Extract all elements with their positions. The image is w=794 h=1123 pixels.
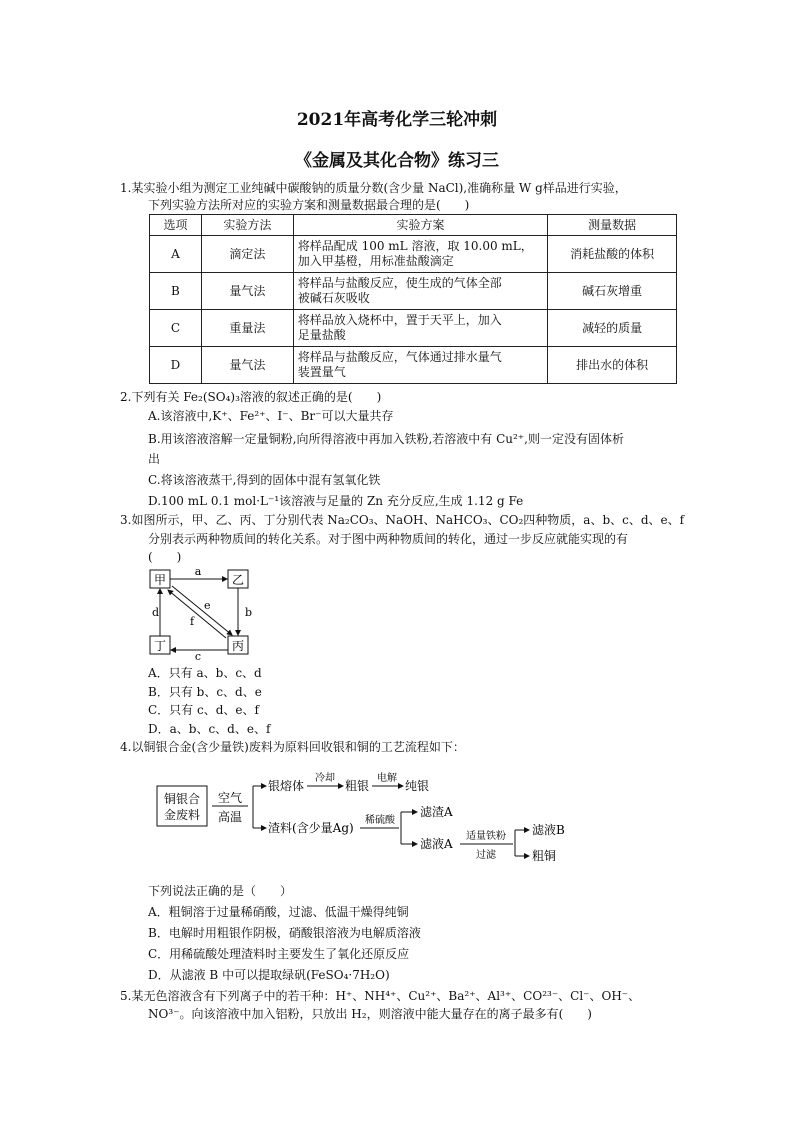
plan-line: 装置量气 (297, 365, 346, 379)
table-header-cell: 选项 (150, 215, 202, 236)
plan-line: 将样品与盐酸反应，使生成的气体全部 (297, 276, 502, 290)
table-cell-method: 量气法 (201, 273, 293, 310)
table-row (150, 273, 677, 310)
node-label: 滤液B (532, 823, 565, 837)
q4-option-d: D．从滤液 B 中可以提取绿矾(FeSO₄·7H₂O) (148, 968, 390, 982)
node-label: 滤渣A (420, 805, 453, 819)
table-cell-option: C (150, 310, 202, 347)
q2-option-a: A.该溶液中,K⁺、Fe²⁺、I⁻、Br⁻可以大量共存 (148, 409, 394, 423)
page-title: 2021年高考化学三轮冲刺 (296, 110, 498, 130)
condition-label: 空气 (217, 791, 243, 805)
q4-question: 下列说法正确的是（ ） (148, 884, 293, 898)
step-label: 电解 (377, 773, 397, 784)
q2-option-b-line2: 出 (148, 452, 161, 466)
table-cell-method: 重量法 (201, 310, 293, 347)
q4-option-a: A．粗铜溶于过量稀硝酸，过滤、低温干燥得纯铜 (148, 905, 409, 919)
plan-line: 将样品放入烧杯中，置于天平上，加入 (297, 313, 502, 327)
table-cell-option: A (150, 236, 202, 273)
q1-stem-line2: 下列实验方法所对应的实验方案和测量数据最合理的是( ) (148, 198, 470, 212)
plan-line: 足量盐酸 (297, 328, 346, 342)
q3-stem-line2: 分别表示两种物质间的转化关系。对于图中两种物质间的转化，通过一步反应就能实现的有 (148, 532, 629, 546)
edge-label: c (194, 650, 202, 662)
plan-line: 将样品与盐酸反应，气体通过排水量气 (297, 350, 502, 364)
node-label: 银熔体 (268, 779, 305, 793)
q3-option-b: B．只有 b、c、d、e (148, 685, 262, 699)
q1-stem-line1: 1.某实验小组为测定工业纯碱中碳酸钠的质量分数(含少量 NaCl),准确称量 W g样品进行实验， (120, 181, 627, 195)
table-cell-method: 滴定法 (201, 236, 293, 273)
table-header-row (150, 215, 677, 236)
q4-option-c: C．用稀硫酸处理渣料时主要发生了氧化还原反应 (148, 947, 410, 961)
table-row (150, 310, 677, 347)
step-label: 冷却 (315, 773, 335, 784)
condition-label: 高温 (217, 810, 243, 824)
source-label: 铜银合 (163, 792, 201, 806)
table-cell-plan (293, 236, 547, 273)
q5-stem-line1: 5.某无色溶液含有下列离子中的若干种：H⁺、NH⁴⁺、Cu²⁺、Ba²⁺、Al³⁺、CO²³⁻、Cl⁻、OH⁻、 (120, 989, 641, 1003)
q3-stem-line1: 3.如图所示，甲、乙、丙、丁分别代表 Na₂CO₃、NaOH、NaHCO₃、CO₂四种物质，a、b、c、d、e、f (120, 513, 685, 527)
q2-option-c: C.将该溶液蒸干,得到的固体中混有氢氧化铁 (148, 473, 381, 487)
q3-diagram (140, 562, 260, 662)
node-label: 粗银 (345, 779, 370, 793)
table-cell-plan (293, 347, 547, 384)
table-cell-method: 量气法 (201, 347, 293, 384)
plan-line: 被碱石灰吸收 (297, 291, 370, 305)
edge-label: a (194, 565, 202, 578)
step-label: 稀硫酸 (365, 815, 395, 826)
arrow-f (168, 590, 226, 638)
q3-option-c: C．只有 c、d、e、f (148, 703, 259, 717)
page-subtitle: 《金属及其化合物》练习三 (295, 151, 499, 171)
edge-label: e (204, 599, 211, 612)
table-cell-data: 排出水的体积 (548, 347, 677, 384)
table-header-cell: 实验方法 (201, 215, 293, 236)
table-header-cell: 测量数据 (548, 215, 677, 236)
node-label: 渣料(含少量Ag) (268, 821, 354, 835)
table-row (150, 236, 677, 273)
arrow-e (172, 586, 232, 635)
table-row (150, 347, 677, 384)
q3-option-a: A．只有 a、b、c、d (148, 666, 262, 680)
q4-stem: 4.以铜银合金(含少量铁)废料为原料回收银和铜的工艺流程如下： (120, 740, 465, 754)
table-cell-option: B (150, 273, 202, 310)
q1-table (149, 214, 677, 384)
node-label: 纯银 (405, 779, 430, 793)
table-cell-data: 碱石灰增重 (548, 273, 677, 310)
edge-label: d (152, 606, 160, 619)
node-label: 粗铜 (532, 849, 557, 863)
node-label: 乙 (231, 573, 245, 587)
q2-option-d: D.100 mL 0.1 mol·L⁻¹该溶液与足量的 Zn 充分反应,生成 1.12 g Fe (148, 494, 524, 508)
table-header-cell: 实验方案 (293, 215, 547, 236)
q5-stem-line2: NO³⁻。向该溶液中加入铝粉，只放出 H₂，则溶液中能大量存在的离子最多有( ) (148, 1007, 592, 1021)
plan-line: 加入甲基橙，用标准盐酸滴定 (297, 254, 454, 268)
table-cell-option: D (150, 347, 202, 384)
plan-line: 将样品配成 100 mL 溶液，取 10.00 mL， (297, 239, 533, 253)
edge-label: f (190, 615, 195, 628)
node-label: 滤液A (420, 837, 453, 851)
step-label: 适量铁粉 (466, 831, 506, 842)
q4-flow-diagram (155, 768, 585, 868)
node-label: 丙 (231, 639, 245, 653)
table-cell-data: 消耗盐酸的体积 (548, 236, 677, 273)
q3-option-d: D．a、b、c、d、e、f (148, 722, 271, 736)
node-label: 甲 (153, 573, 167, 587)
table-cell-plan (293, 310, 547, 347)
source-label: 金废料 (163, 808, 201, 822)
table-cell-plan (293, 273, 547, 310)
step-label: 过滤 (476, 850, 496, 861)
q2-stem: 2.下列有关 Fe₂(SO₄)₃溶液的叙述正确的是( ) (120, 390, 382, 404)
q2-option-b-line1: B.用该溶液溶解一定量铜粉,向所得溶液中再加入铁粉,若溶液中有 Cu²⁺,则一定没有固体析 (148, 432, 624, 446)
table-cell-data: 减轻的质量 (548, 310, 677, 347)
q3-stem-line3: ( ) (148, 550, 182, 564)
node-label: 丁 (153, 639, 167, 653)
q4-option-b: B．电解时用粗银作阴极，硝酸银溶液为电解质溶液 (148, 926, 421, 940)
edge-label: b (245, 606, 253, 619)
